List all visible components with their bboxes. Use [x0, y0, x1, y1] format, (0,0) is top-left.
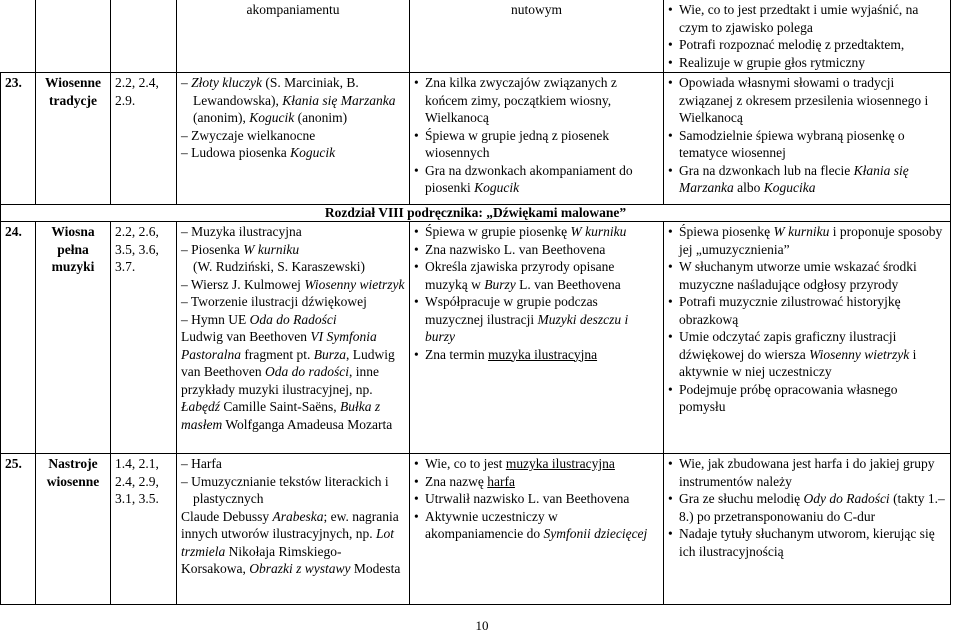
activities-cell	[410, 73, 664, 205]
list-item: – Hymn UE Oda do Radości	[181, 311, 337, 327]
list-item: • Potrafi rozpoznać melodię z przedtaktem,	[668, 36, 946, 54]
list-item: • Gra ze słuchu melodię Ody do Radości (takty 1.–8.) po przetransponowaniu do C-dur	[668, 490, 946, 525]
activities-cell: nutowym	[410, 0, 664, 73]
activities-cell	[410, 454, 664, 605]
list-item: • Śpiewa w grupie piosenkę W kurniku	[414, 223, 659, 241]
list-item: Ludwig van Beethoven VI Symfonia Pastoralna fragment pt. Burza, Ludwig van Beethoven Oda do radości, inne przykłady muzyki ilustracyjnej, np. Łabędź Camille Saint-Saëns, Bułka z masłem Wolfganga Amadeusa Mozarta	[181, 329, 395, 432]
repertoire-cell	[177, 73, 410, 205]
page-number: 10	[475, 618, 489, 633]
list-item: – Muzyka ilustracyjna	[181, 224, 302, 239]
activities-cell	[410, 222, 664, 454]
list-item: • Wie, jak zbudowana jest harfa i do jakiej grupy instrumentów należy	[668, 455, 946, 490]
outcomes-cell	[664, 73, 951, 205]
list-item: • Realizuje w grupie głos rytmiczny	[668, 54, 946, 72]
list-item: – Ludowa piosenka Kogucik	[181, 145, 336, 160]
list-item: Claude Debussy Arabeska; ew. nagrania innych utworów ilustracyjnych, np. Lot trzmiela Nikołaja Rimskiego-Korsakowa, Obrazki z wystawy Modesta	[181, 508, 401, 576]
list-item: • Wie, co to jest przedtakt i umie wyjaśnić, na czym to zjawisko polega	[668, 1, 946, 36]
standards-cell: 2.2, 2.4, 2.9.	[111, 73, 177, 205]
repertoire-cell: akompaniamentu	[177, 0, 410, 73]
table-row	[1, 454, 951, 605]
repertoire-cell	[177, 222, 410, 454]
lesson-topic: Wiosna pełna muzyki	[36, 222, 111, 454]
list-item: – Umuzycznianie tekstów literackich i plastycznych	[181, 473, 389, 506]
table-row	[1, 222, 951, 454]
list-item: • Zna nazwę harfa	[414, 473, 659, 491]
list-item: • Umie odczytać zapis graficzny ilustracji dźwiękowej do wiersza Wiosenny wietrzyk i aktywnie w niej uczestniczy	[668, 328, 946, 381]
section-heading: Rozdział VIII podręcznika: „Dźwiękami malowane”	[1, 205, 951, 222]
table-row	[1, 205, 951, 222]
lesson-topic: Wiosenne tradycje	[36, 73, 111, 205]
list-item: • Gra na dzwonkach akompaniament do piosenki Kogucik	[414, 162, 659, 197]
list-item: – Złoty kluczyk (S. Marciniak, B. Lewandowska), Kłania się Marzanka (anonim), Kogucik (anonim)	[181, 75, 396, 125]
list-item: – Harfa	[181, 456, 222, 471]
lesson-number: 25.	[1, 454, 36, 605]
list-item: – Wiersz J. Kulmowej Wiosenny wietrzyk	[181, 276, 405, 292]
list-item: • Określa zjawiska przyrody opisane muzyką w Burzy L. van Beethovena	[414, 258, 659, 293]
lesson-number: 23.	[1, 73, 36, 205]
list-item: • Podejmuje próbę opracowania własnego pomysłu	[668, 381, 946, 416]
outcomes-cell	[664, 222, 951, 454]
list-item: • Zna nazwisko L. van Beethovena	[414, 241, 659, 259]
list-item: • Utrwalił nazwisko L. van Beethovena	[414, 490, 659, 508]
standards-cell: 2.2, 2.6, 3.5, 3.6, 3.7.	[111, 222, 177, 454]
list-item: – Zwyczaje wielkanocne	[181, 127, 316, 143]
list-item: • Potrafi muzycznie zilustrować historyjkę obrazkową	[668, 293, 946, 328]
repertoire-cell	[177, 454, 410, 605]
list-item: • W słuchanym utworze umie wskazać środki muzyczne naśladujące odgłosy przyrody	[668, 258, 946, 293]
list-item: • Współpracuje w grupie podczas muzycznej ilustracji Muzyki deszczu i burzy	[414, 293, 659, 346]
list-item: • Zna termin muzyka ilustracyjna	[414, 346, 659, 364]
list-item: • Samodzielnie śpiewa wybraną piosenkę o tematyce wiosennej	[668, 127, 946, 162]
outcomes-cell	[664, 0, 951, 73]
lesson-topic: Nastroje wiosenne	[36, 454, 111, 605]
list-item: • Śpiewa piosenkę W kurniku i proponuje sposoby jej „umuzycznienia”	[668, 223, 946, 258]
list-item: • Gra na dzwonkach lub na flecie Kłania się Marzanka albo Kogucika	[668, 162, 946, 197]
list-item: • Śpiewa w grupie jedną z piosenek wiosennych	[414, 127, 659, 162]
list-item: • Zna kilka zwyczajów związanych z końcem zimy, początkiem wiosny, Wielkanocą	[414, 74, 659, 127]
table-row	[1, 0, 951, 73]
table-row	[1, 73, 951, 205]
list-item: – Piosenka W kurniku (W. Rudziński, S. Karaszewski)	[181, 241, 365, 274]
list-item: • Aktywnie uczestniczy w akompaniamencie do Symfonii dziecięcej	[414, 508, 659, 543]
lesson-number: 24.	[1, 222, 36, 454]
list-item: – Tworzenie ilustracji dźwiękowej	[181, 294, 367, 309]
list-item: • Wie, co to jest muzyka ilustracyjna	[414, 455, 659, 473]
list-item: • Opowiada własnymi słowami o tradycji związanej z okresem przesilenia wiosennego i Wielkanocą	[668, 74, 946, 127]
standards-cell: 1.4, 2.1, 2.4, 2.9, 3.1, 3.5.	[111, 454, 177, 605]
outcomes-cell	[664, 454, 951, 605]
list-item: • Nadaje tytuły słuchanym utworom, kierując się ich ilustracyjnością	[668, 525, 946, 560]
